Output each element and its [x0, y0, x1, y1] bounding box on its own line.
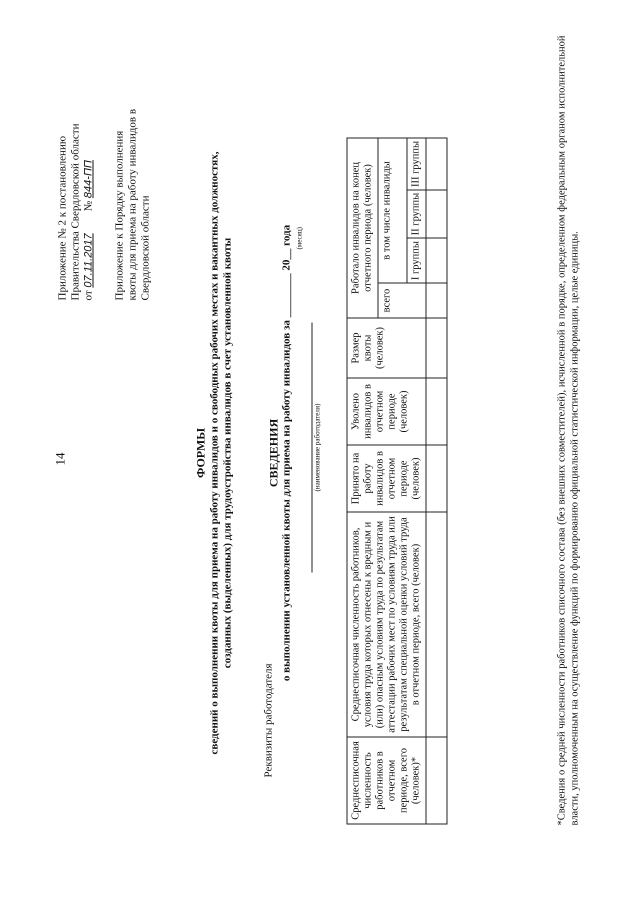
col-hired: Принято на работу инвалидов в отчетном периоде (человек): [347, 445, 426, 512]
appendix-number: 844-ПП: [82, 159, 94, 198]
page-number: 14: [52, 452, 67, 465]
appendix-line-2: Правительства Свердловской области: [69, 123, 81, 300]
month-caption: (месяц): [295, 226, 303, 249]
col-total: всего: [378, 283, 426, 318]
table-cell: [426, 378, 447, 445]
forms-subtitle: сведений о выполнении квоты для приема на работу инвалидов и о свободных рабочих местах и вакантных должностях, созданных (выделенных) для трудоустройства инвалидов в счет установленной квоты: [208, 151, 233, 754]
col-avg-headcount: Среднесписочная численность работников в отчетном периоде, всего (человек)*: [347, 737, 426, 824]
appendix-header: [56, 20, 95, 300]
col-including: в том числе инвалиды: [378, 138, 407, 283]
col-harmful-conditions: Среднесписочная численность работников, условия труда которых отнесены к вредным и (или) опасным условиям труда по результатам аттестации рабочих мест по условиям труда или результатам специальной оценки условий труда в отчетном периоде, всего (человек): [347, 512, 426, 737]
employer-details-label: Реквизиты работодателя: [262, 662, 274, 777]
table-cell: [426, 512, 447, 737]
table-cell: [426, 737, 447, 824]
table-cell: [426, 445, 447, 512]
appendix-date: 07.11.2017: [82, 232, 94, 288]
col-group-2: II группы: [407, 189, 426, 237]
quota-table: [346, 137, 447, 824]
col-working-disabled: Работало инвалидов на конец отчетного периода (человек): [347, 138, 378, 318]
table-cell: [426, 283, 447, 318]
table-cell: [426, 238, 447, 283]
appendix-line-1: Приложение № 2 к постановлению: [56, 135, 68, 300]
table-row: [426, 138, 447, 824]
employer-name-caption: (наименование работодателя): [313, 403, 321, 491]
table-cell: [426, 318, 447, 378]
col-group-1: I группы: [407, 238, 426, 283]
appendix-line-3: от 07.11.2017 № 844-ПП: [82, 159, 94, 300]
table-cell: [426, 189, 447, 237]
employer-name-line: [311, 322, 312, 572]
order-note: Приложение к Порядку выполнения квоты для приема на работу инвалидов в Свердловской области: [113, 108, 151, 300]
table-cell: [426, 138, 447, 190]
svedeniya-title: СВЕДЕНИЯ: [266, 418, 280, 487]
col-quota-size: Размер квоты (человек): [347, 318, 426, 378]
col-group-3: III группы: [407, 138, 426, 190]
col-dismissed: Уволено инвалидов в отчетном периоде (человек): [347, 378, 426, 445]
footnote: *Сведения о средней численности работников списочного состава (без внешних совместителей), исчисленной в порядке, определенном федеральным органом исполнительной власти, уполномоченным на осуществление функций по формированию официальной статистической информации, целые единицы.: [556, 35, 580, 825]
forms-title: ФОРМЫ: [193, 427, 207, 478]
svedeniya-subtitle: о выполнении установленной квоты для приема на работу инвалидов за ________ 20__ года: [280, 224, 292, 681]
